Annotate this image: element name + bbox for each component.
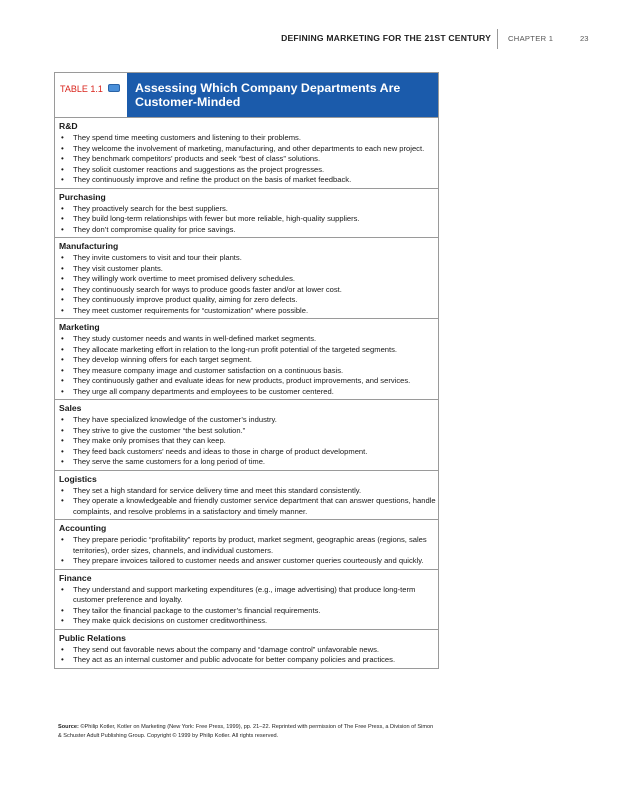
chapter-label: CHAPTER 1 [508, 34, 554, 43]
list-item: • They prepare invoices tailored to customer needs and answer customer queries courteously and quickly. [59, 556, 436, 567]
section-title: Manufacturing [59, 241, 119, 251]
table-section [55, 238, 438, 319]
bullet-list [59, 204, 436, 236]
list-item: • They benchmark competitors’ products and seek “best of class” solutions. [59, 154, 436, 165]
list-item: • They visit customer plants. [59, 264, 436, 275]
source-label: Source: [58, 724, 79, 730]
list-item: • They build long-term relationships with fewer but more reliable, high-quality suppliers. [59, 214, 436, 225]
table-marker-icon [108, 84, 120, 92]
list-item: • They meet customer requirements for “customization” where possible. [59, 306, 436, 317]
list-item: • They urge all company departments and employees to be customer centered. [59, 387, 436, 398]
bullet-list [59, 415, 436, 468]
list-item: • They allocate marketing effort in relation to the long-run profit potential of the targeted segments. [59, 345, 436, 356]
table-section [55, 400, 438, 471]
section-title: Purchasing [59, 191, 106, 202]
list-item: • They tailor the financial package to the customer’s financial requirements. [59, 606, 436, 617]
list-item: • They spend time meeting customers and listening to their problems. [59, 133, 436, 144]
section-title: Finance [59, 572, 92, 583]
bullet-list [59, 486, 436, 518]
section-title: Public Relations [59, 632, 126, 643]
bullet-list [59, 535, 436, 567]
table-body [55, 118, 438, 668]
table-section [55, 630, 438, 668]
list-item: • They continuously improve and refine the product on the basis of market feedback. [59, 175, 436, 186]
source-text: ©Philip Kotler, Kotler on Marketing (New York: Free Press, 1999), pp. 21–22. Reprinted with permission of The Free Press, a Division of Simon & Schuster Adult Publishing Group. Copyright © 1999 by Philip Kotler. All rights reserved. [58, 724, 434, 739]
list-item: • They operate a knowledgeable and friendly customer service department that can answer questions, handle complaints, and resolve problems in a satisfactory and timely manner. [59, 496, 436, 517]
table-section [55, 471, 438, 521]
list-item: • They invite customers to visit and tour their plants. [59, 253, 436, 264]
table-section [55, 189, 438, 239]
list-item: • They send out favorable news about the company and “damage control” unfavorable news. [59, 645, 436, 656]
table-section [55, 118, 438, 189]
table-section [55, 319, 438, 400]
list-item: • They continuously gather and evaluate ideas for new products, product improvements, and services. [59, 376, 436, 387]
list-item: • They prepare periodic “profitability” reports by product, market segment, geographic areas (regions, sales territories), order sizes, channels, and individual customers. [59, 535, 436, 556]
header-divider [497, 29, 498, 49]
list-item: • They set a high standard for service delivery time and meet this standard consistently. [59, 486, 436, 497]
bullet-list [59, 585, 436, 627]
list-item: • They act as an internal customer and public advocate for better company policies and practices. [59, 655, 436, 666]
page-number: 23 [580, 34, 589, 43]
list-item: • They make quick decisions on customer creditworthiness. [59, 616, 436, 627]
list-item: • They serve the same customers for a long period of time. [59, 457, 436, 468]
list-item: • They have specialized knowledge of the customer’s industry. [59, 415, 436, 426]
section-title: Accounting [59, 523, 107, 533]
section-title: Logistics [59, 473, 97, 484]
list-item: • They proactively search for the best suppliers. [59, 204, 436, 215]
source-note [58, 723, 438, 741]
table-section [55, 520, 438, 570]
section-title: Sales [59, 403, 82, 413]
bullet-list [59, 334, 436, 397]
list-item: • They solicit customer reactions and suggestions as the project progresses. [59, 165, 436, 176]
list-item: • They don’t compromise quality for price savings. [59, 225, 436, 236]
table-label-cell [55, 73, 127, 117]
list-item: • They continuously improve product quality, aiming for zero defects. [59, 295, 436, 306]
list-item: • They understand and support marketing expenditures (e.g., image advertising) that produce long-term customer preference and loyalty. [59, 585, 436, 606]
list-item: • They develop winning offers for each target segment. [59, 355, 436, 366]
table-number: TABLE 1.1 [60, 84, 103, 94]
list-item: • They feed back customers’ needs and ideas to those in charge of product development. [59, 447, 436, 458]
list-item: • They study customer needs and wants in well-defined market segments. [59, 334, 436, 345]
bullet-list [59, 133, 436, 186]
table-section [55, 570, 438, 630]
bullet-list [59, 645, 436, 666]
table-1-1 [54, 72, 439, 669]
running-head-title: DEFINING MARKETING FOR THE 21ST CENTURY [281, 33, 491, 43]
section-title: R&D [59, 121, 78, 131]
list-item: • They measure company image and customer satisfaction on a continuous basis. [59, 366, 436, 377]
list-item: • They willingly work overtime to meet promised delivery schedules. [59, 274, 436, 285]
list-item: • They welcome the involvement of marketing, manufacturing, and other departments to each new project. [59, 144, 436, 155]
running-header [0, 33, 623, 47]
section-title: Marketing [59, 322, 100, 332]
table-title-bar [55, 73, 438, 118]
list-item: • They make only promises that they can keep. [59, 436, 436, 447]
list-item: • They strive to give the customer “the best solution.” [59, 426, 436, 437]
bullet-list [59, 253, 436, 316]
list-item: • They continuously search for ways to produce goods faster and/or at lower cost. [59, 285, 436, 296]
table-title: Assessing Which Company Departments Are Customer-Minded [127, 73, 438, 117]
